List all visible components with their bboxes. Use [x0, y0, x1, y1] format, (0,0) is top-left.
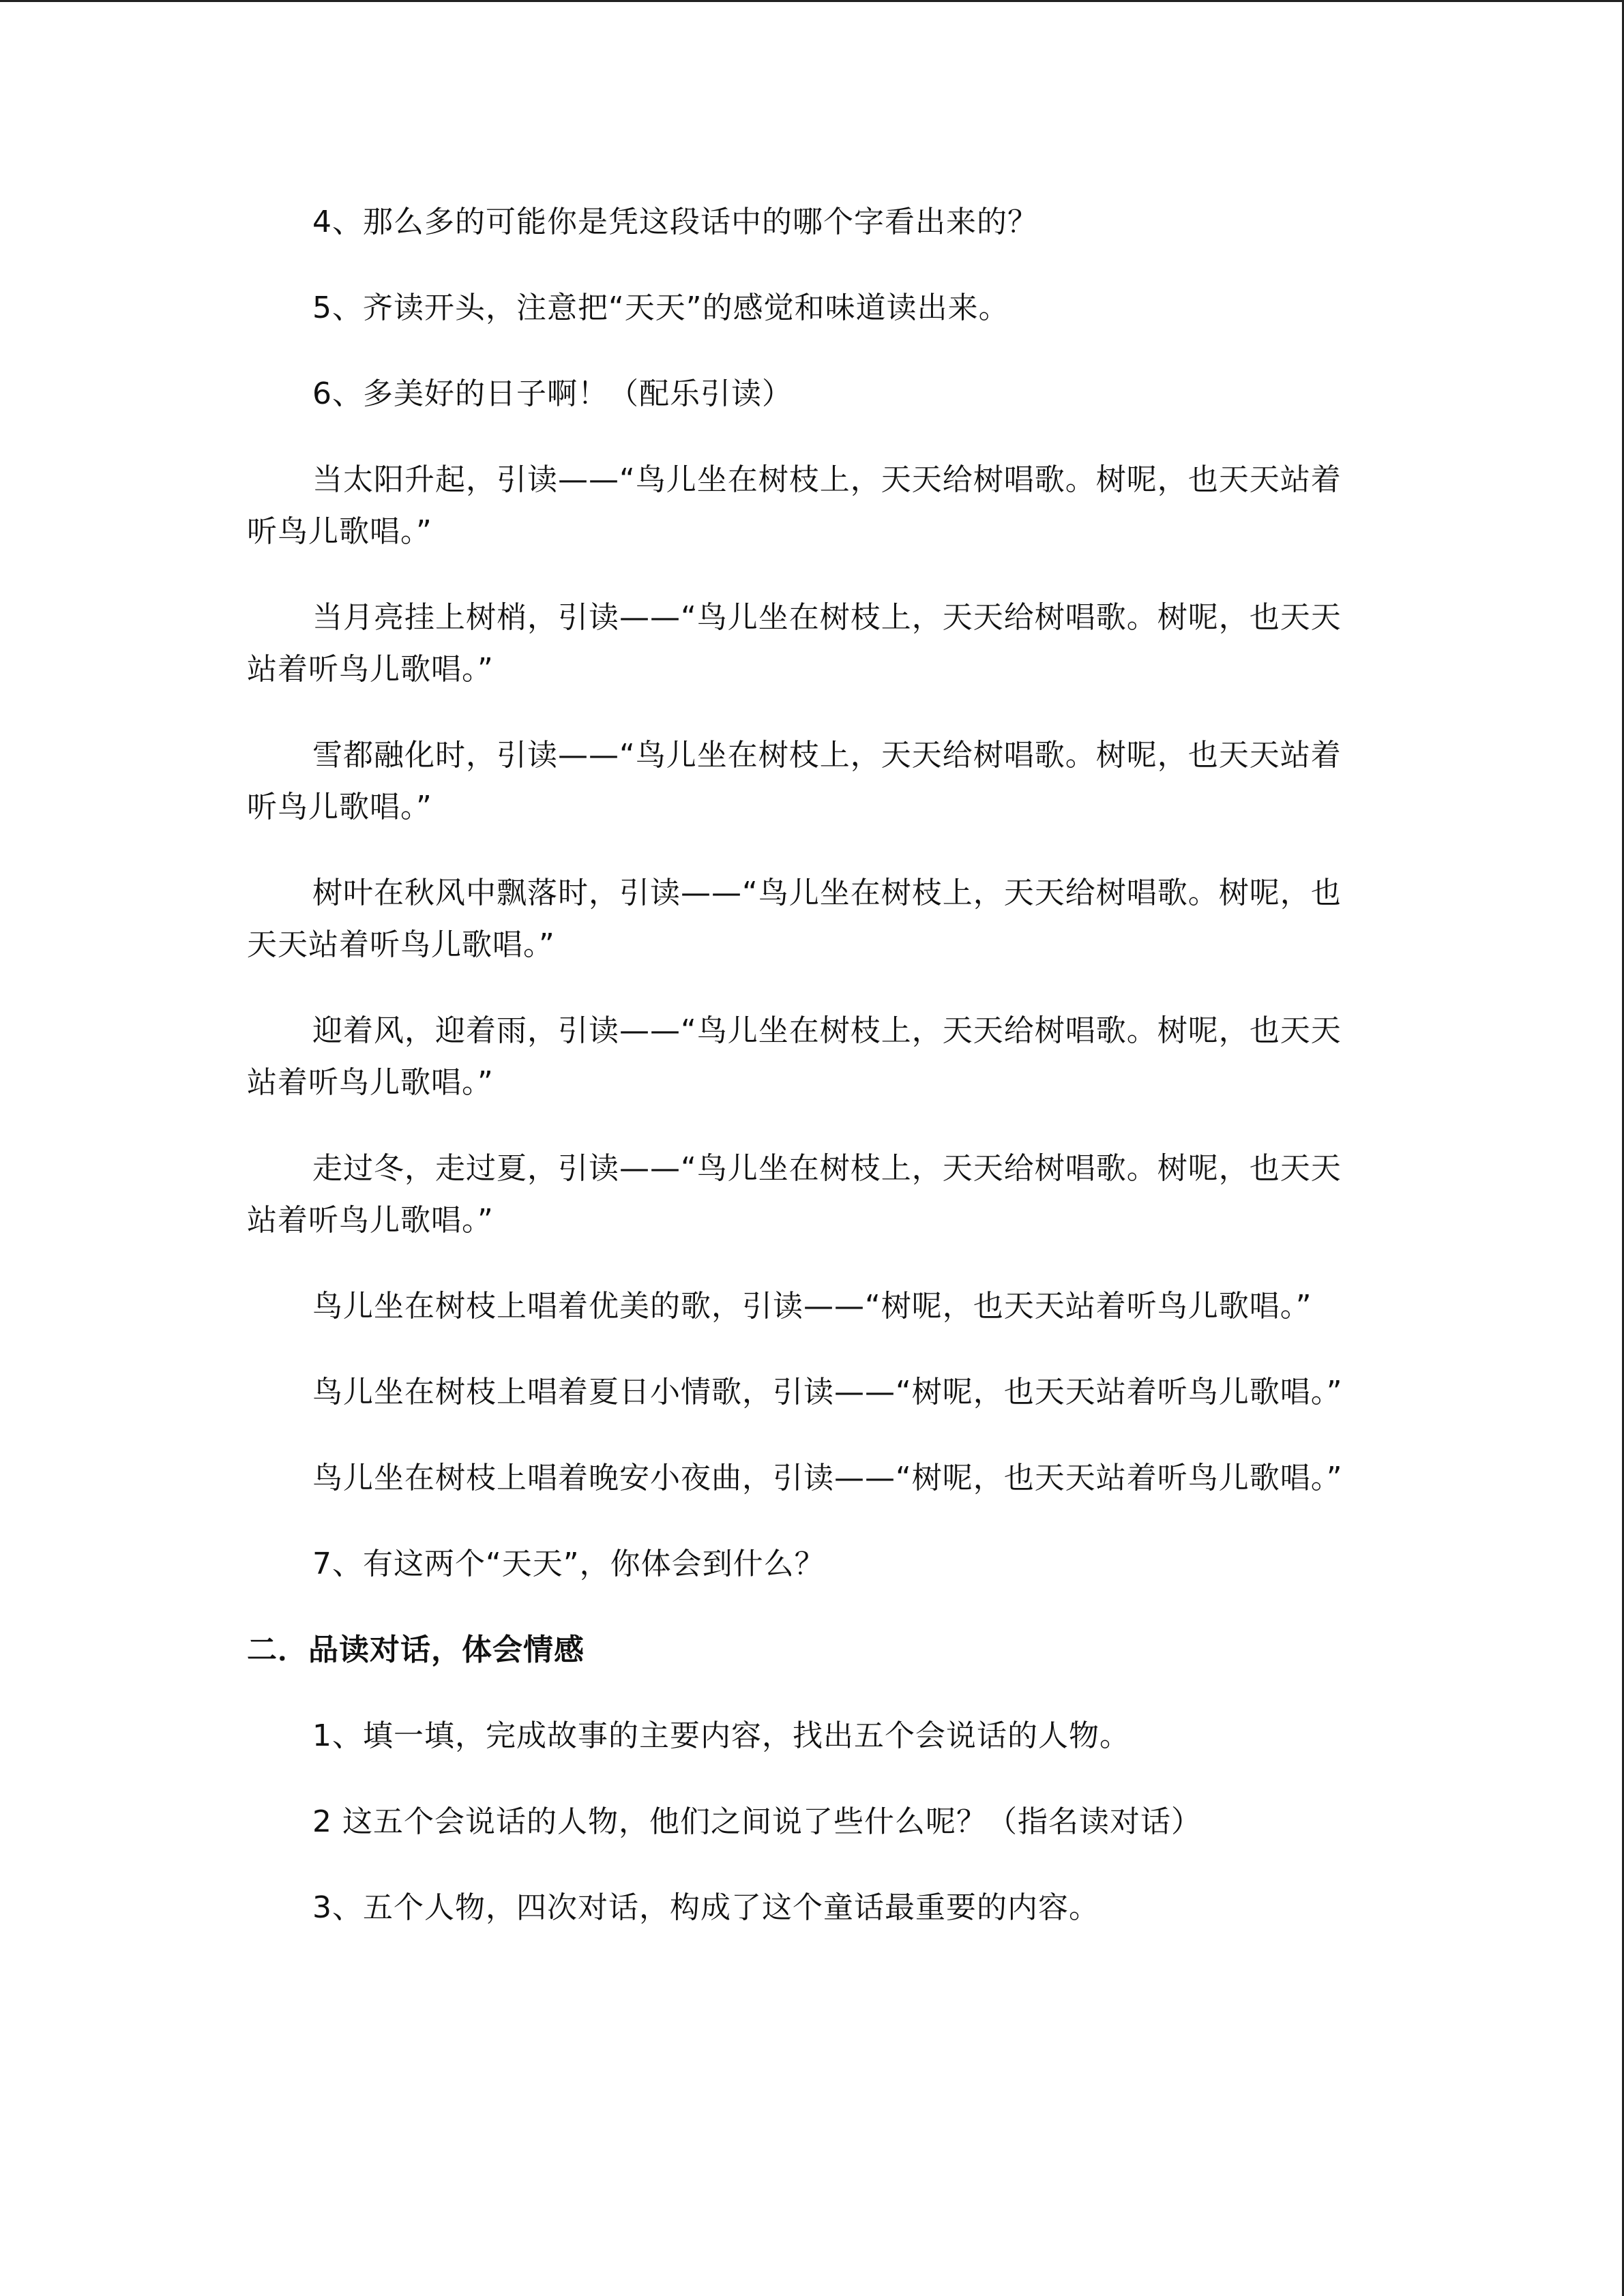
reading-line-sunrise: 当太阳升起，引读——“鸟儿坐在树枝上，天天给树唱歌。树呢，也天天站着听鸟儿歌唱。” — [247, 462, 1342, 549]
paragraph-item-7: 7、有这两个“天天”，你体会到什么？ — [312, 1547, 825, 1581]
reading-line-moon: 当月亮挂上树梢，引读——“鸟儿坐在树枝上，天天给树唱歌。树呢，也天天站着听鸟儿歌唱。” — [247, 600, 1342, 687]
paragraph-item-4: 4、那么多的可能你是凭这段话中的哪个字看出来的？ — [312, 205, 1038, 239]
section-item-1: 1、填一填，完成故事的主要内容，找出五个会说话的人物。 — [312, 1718, 1130, 1753]
reading-line-wind-rain: 迎着风，迎着雨，引读——“鸟儿坐在树枝上，天天给树唱歌。树呢，也天天站着听鸟儿歌唱。” — [247, 1013, 1342, 1100]
reading-line-winter-summer: 走过冬，走过夏，引读——“鸟儿坐在树枝上，天天给树唱歌。树呢，也天天站着听鸟儿歌唱。” — [247, 1151, 1342, 1238]
reading-line-snow: 雪都融化时，引读——“鸟儿坐在树枝上，天天给树唱歌。树呢，也天天站着听鸟儿歌唱。” — [247, 738, 1342, 824]
section-item-3: 3、五个人物，四次对话，构成了这个童话最重要的内容。 — [312, 1890, 1099, 1925]
reading-line-autumn: 树叶在秋风中飘落时，引读——“鸟儿坐在树枝上，天天给树唱歌。树呢，也天天站着听鸟儿歌唱。” — [247, 876, 1342, 962]
paragraph-item-6: 6、多美好的日子啊！（配乐引读） — [312, 376, 793, 411]
reading-line-song: 鸟儿坐在树枝上唱着优美的歌，引读——“树呢，也天天站着听鸟儿歌唱。” — [312, 1289, 1312, 1324]
page-border-top — [0, 0, 1624, 2]
reading-line-lullaby: 鸟儿坐在树枝上唱着晚安小夜曲，引读——“树呢，也天天站着听鸟儿歌唱。” — [312, 1461, 1343, 1495]
document-body — [247, 196, 1371, 1968]
section-item-2: 2 这五个会说话的人物，他们之间说了些什么呢？（指名读对话） — [312, 1804, 1202, 1839]
section-heading: 二．品读对话，体会情感 — [247, 1632, 585, 1667]
paragraph-item-5: 5、齐读开头，注意把“天天”的感觉和味道读出来。 — [312, 290, 1009, 325]
reading-line-summer-song: 鸟儿坐在树枝上唱着夏日小情歌，引读——“树呢，也天天站着听鸟儿歌唱。” — [312, 1375, 1343, 1410]
